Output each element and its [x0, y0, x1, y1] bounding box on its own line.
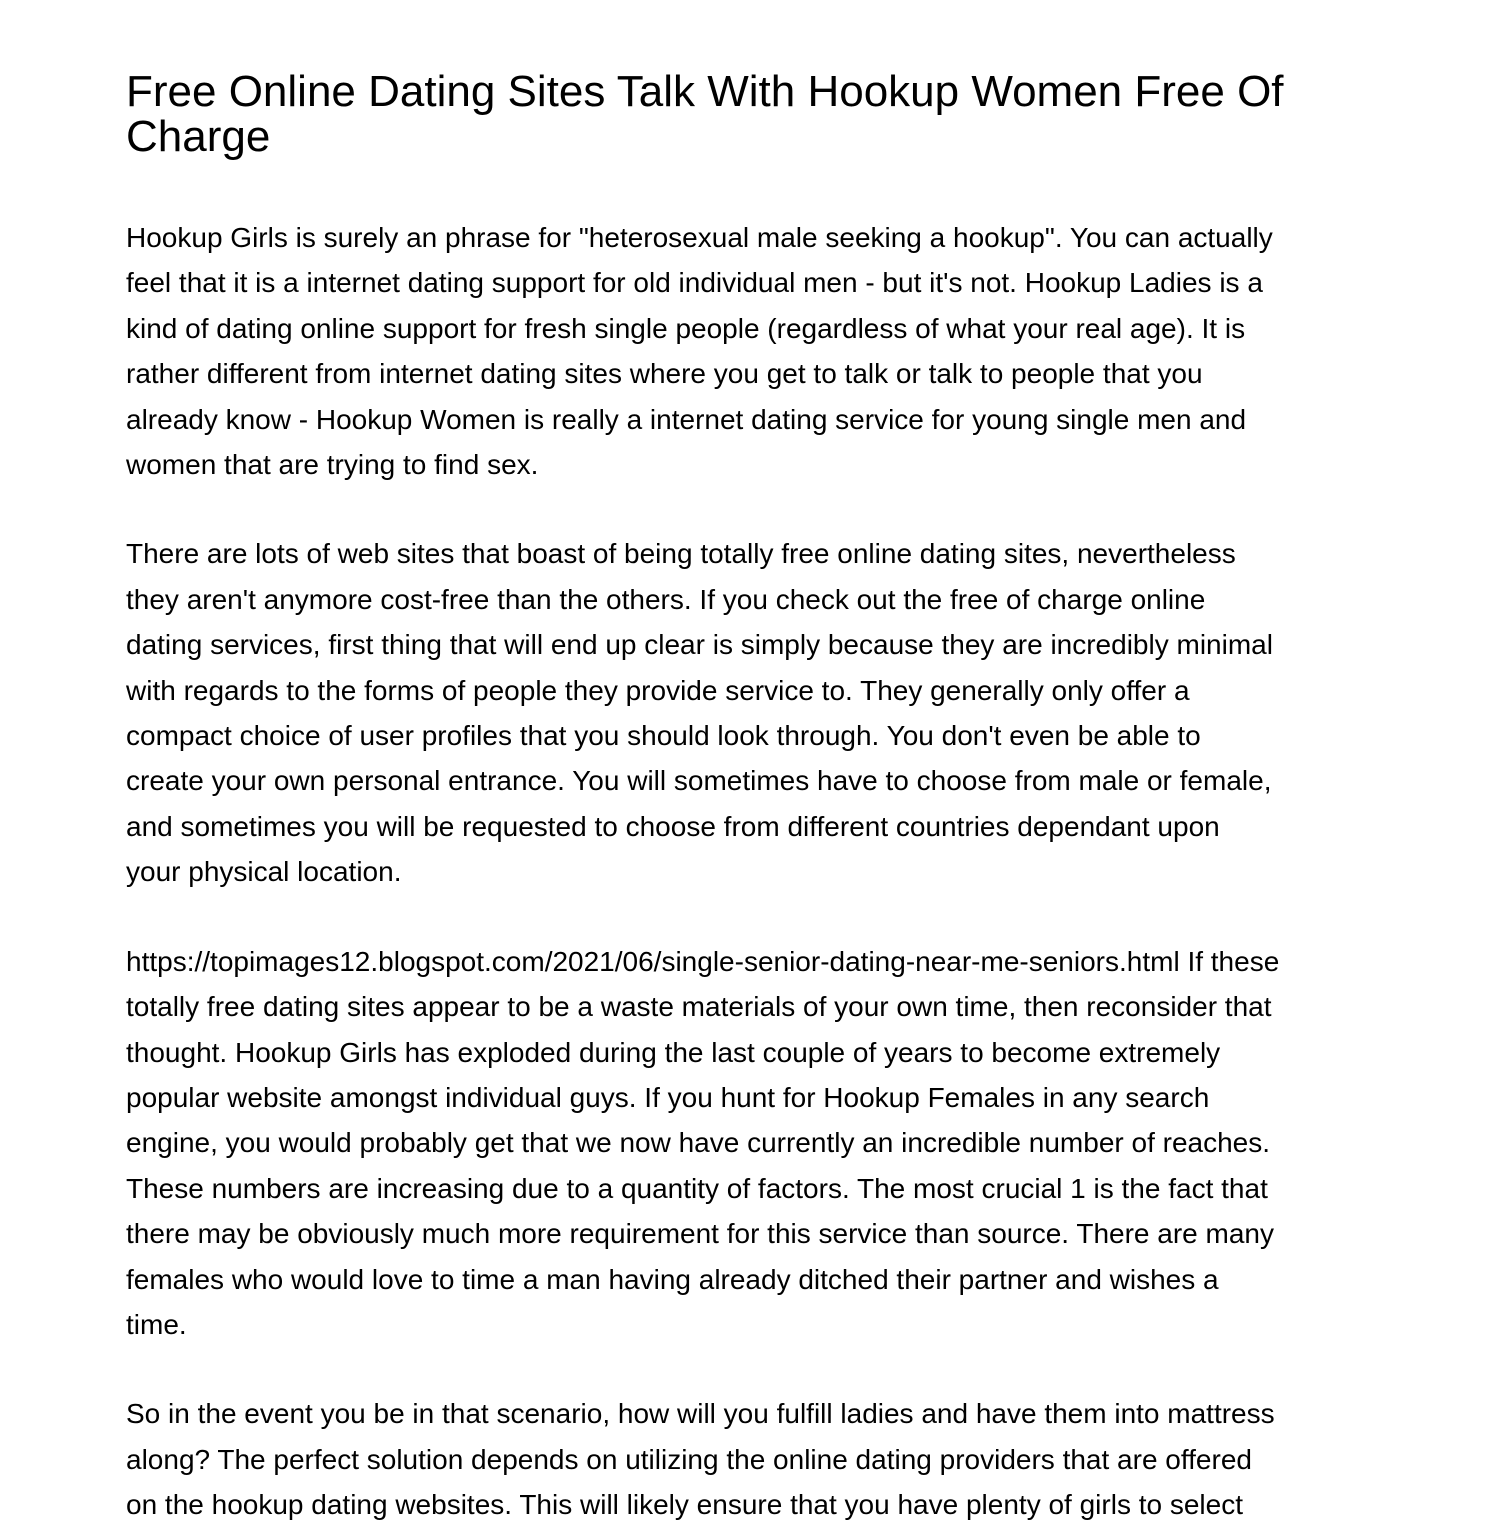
paragraph-4: [126, 1391, 1378, 1527]
paragraph-3: [126, 939, 1378, 1348]
text-line: already know - Hookup Women is really a internet dating service for young single men and: [126, 403, 1247, 435]
document-title: [126, 69, 1378, 159]
text-line: compact choice of user profiles that you should look through. You don't even be able to: [126, 720, 1201, 752]
text-line: These numbers are increasing due to a quantity of factors. The most crucial 1 is the fact that: [126, 1172, 1268, 1204]
text-line: along? The perfect solution depends on utilizing the online dating providers that are offered: [126, 1443, 1252, 1475]
text-line: totally free dating sites appear to be a waste materials of your own time, then reconsider that: [126, 991, 1272, 1023]
text-line: create your own personal entrance. You will sometimes have to choose from male or female,: [126, 765, 1272, 797]
title-line: Free Online Dating Sites Talk With Hookup Women Free Of: [126, 67, 1284, 116]
text-line: with regards to the forms of people they provide service to. They generally only offer a: [126, 674, 1190, 706]
text-line: your physical location.: [126, 856, 402, 888]
title-line: Charge: [126, 112, 271, 161]
paragraph-1: [126, 215, 1378, 487]
text-line: time.: [126, 1308, 187, 1340]
text-line: engine, you would probably get that we now have currently an incredible number of reaches.: [126, 1127, 1271, 1159]
text-line: https://topimages12.blogspot.com/2021/06/single-senior-dating-near-me-seniors.html If these: [126, 945, 1280, 977]
text-line: women that are trying to find sex.: [126, 449, 539, 481]
text-line: dating services, first thing that will end up clear is simply because they are incredibly minimal: [126, 629, 1273, 661]
text-line: they aren't anymore cost-free than the others. If you check out the free of charge online: [126, 583, 1206, 615]
text-line: thought. Hookup Girls has exploded during the last couple of years to become extremely: [126, 1036, 1221, 1068]
document-content: [126, 69, 1378, 1528]
text-line: popular website amongst individual guys. If you hunt for Hookup Females in any search: [126, 1081, 1210, 1113]
paragraph-2: [126, 531, 1378, 894]
text-line: Hookup Girls is surely an phrase for "heterosexual male seeking a hookup". You can actually: [126, 222, 1273, 253]
text-line: kind of dating online support for fresh single people (regardless of what your real age). It is: [126, 312, 1246, 344]
text-line: females who would love to time a man having already ditched their partner and wishes a: [126, 1263, 1219, 1295]
text-line: on the hookup dating websites. This will likely ensure that you have plenty of girls to select: [126, 1489, 1243, 1521]
text-line: feel that it is a internet dating support for old individual men - but it's not. Hookup Ladies is a: [126, 267, 1263, 299]
text-line: So in the event you be in that scenario, how will you fulfill ladies and have them into mattress: [126, 1398, 1275, 1430]
text-line: and sometimes you will be requested to choose from different countries dependant upon: [126, 810, 1220, 842]
text-line: There are lots of web sites that boast of being totally free online dating sites, nevertheless: [126, 538, 1236, 570]
text-line: there may be obviously much more requirement for this service than source. There are many: [126, 1218, 1274, 1250]
text-line: rather different from internet dating sites where you get to talk or talk to people that you: [126, 358, 1203, 390]
